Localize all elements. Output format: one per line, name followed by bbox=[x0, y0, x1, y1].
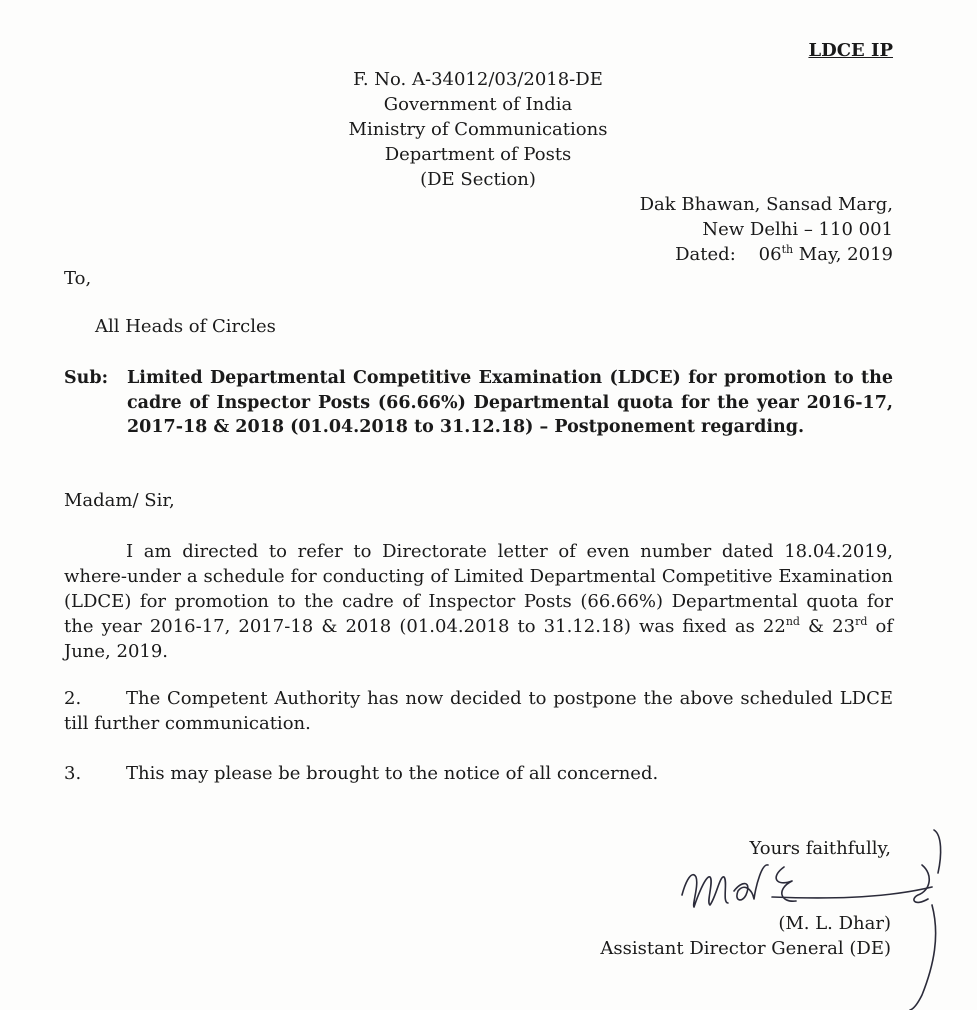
paragraph-1 bbox=[64, 539, 893, 664]
department-line: Department of Posts bbox=[384, 144, 572, 165]
salutation: Madam/ Sir, bbox=[64, 490, 175, 511]
para3-number: 3. bbox=[64, 763, 82, 784]
para3-text: This may please be brought to the notice of all concerned. bbox=[126, 763, 659, 784]
para1-text-b: & 23 bbox=[799, 616, 856, 637]
closing: Yours faithfully, bbox=[749, 838, 891, 859]
para1-sup-2: rd bbox=[855, 615, 868, 628]
to-label: To, bbox=[64, 268, 92, 289]
para2-text: The Competent Authority has now decided to postpone the above scheduled LDCE till further communication. bbox=[64, 688, 893, 734]
address-line-2: New Delhi – 110 001 bbox=[702, 219, 893, 240]
recipient: All Heads of Circles bbox=[95, 316, 276, 337]
para1-text-c: of June, 2019. bbox=[64, 616, 893, 662]
paragraph-3 bbox=[64, 761, 893, 786]
government-line: Government of India bbox=[383, 94, 573, 115]
date-day: 06 bbox=[758, 244, 782, 265]
dated-label: Dated: bbox=[675, 244, 736, 265]
date-line bbox=[640, 242, 893, 267]
ministry-line: Ministry of Communications bbox=[348, 119, 608, 140]
section-line: (DE Section) bbox=[420, 169, 536, 190]
date-rest: May, 2019 bbox=[793, 244, 893, 265]
signatory-name: (M. L. Dhar) bbox=[778, 913, 891, 934]
file-number: F. No. A-34012/03/2018-DE bbox=[353, 69, 603, 90]
paragraph-2 bbox=[64, 686, 893, 736]
sender-address bbox=[640, 192, 893, 267]
para2-number: 2. bbox=[64, 688, 82, 709]
para1-sup-1: nd bbox=[785, 615, 800, 628]
subject-label: Sub: bbox=[64, 368, 109, 388]
document-tag: LDCE IP bbox=[808, 40, 893, 61]
letter-header bbox=[250, 67, 706, 192]
signatory-designation: Assistant Director General (DE) bbox=[600, 938, 891, 959]
para1-text-a: I am directed to refer to Directorate letter of even number dated 18.04.2019, where-under a schedule for conducting of Limited Departmental Competitive Examination (LDCE) for promotion to the cadre of Inspector Posts (66.66%) Departmental quota for the year 2016-17, 2017-18 & 2018 (01.04.2018 to 31.12.18) was fixed as 22 bbox=[64, 541, 893, 637]
subject-text: Limited Departmental Competitive Examination (LDCE) for promotion to the cadre of Inspector Posts (66.66%) Departmental quota for the year 2016-17, 2017-18 & 2018 (01.04.2018 to 31.12.18) – Postponement regarding. bbox=[127, 368, 893, 437]
address-line-1: Dak Bhawan, Sansad Marg, bbox=[639, 194, 893, 215]
date-day-suffix: th bbox=[781, 243, 794, 256]
